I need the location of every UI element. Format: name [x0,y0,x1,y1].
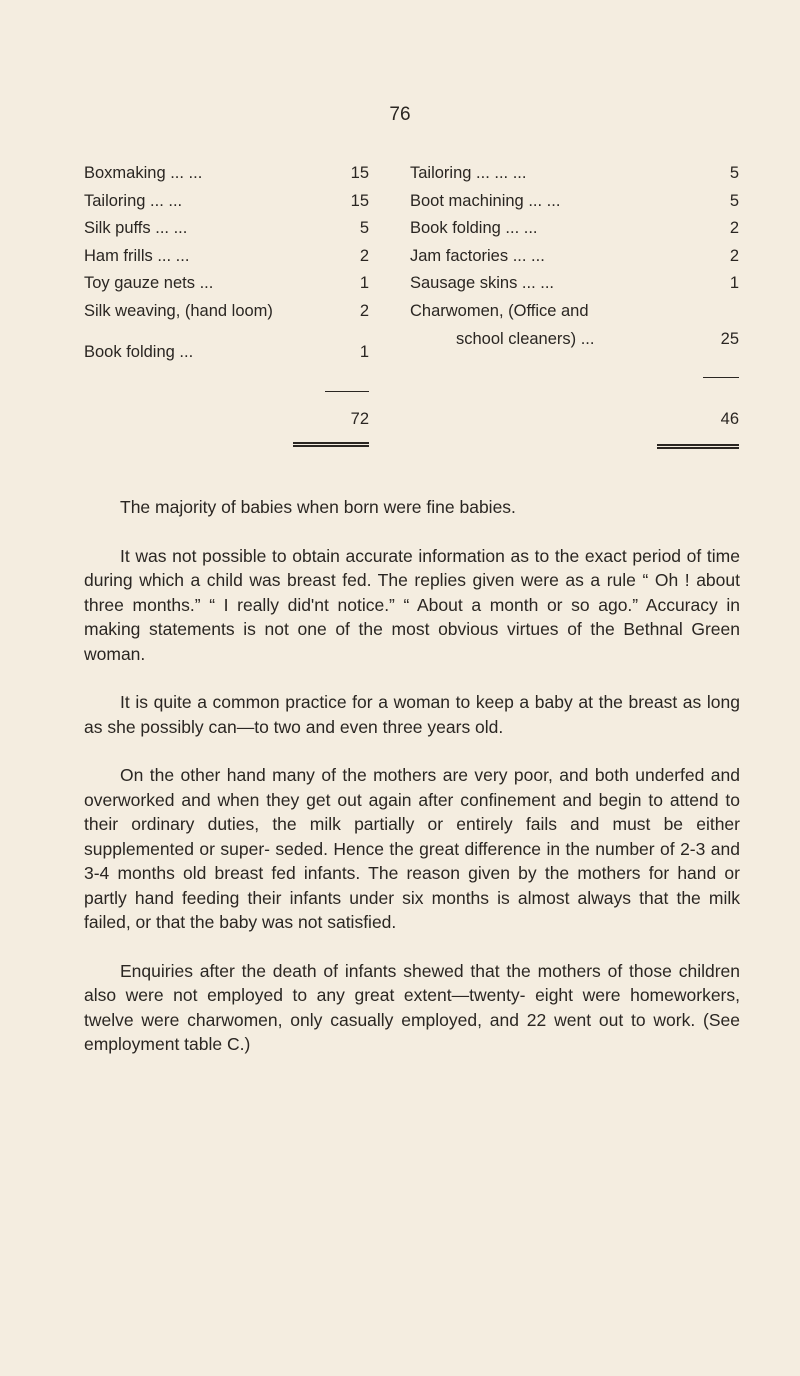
row-label: Silk puffs ... ... [84,219,188,237]
table-row [84,339,369,367]
table-row [84,160,369,188]
row-label: Tailoring ... ... [84,191,183,210]
paragraph: It was not possible to obtain accurate information as to the exact period of time during which a child was breast fed. The replies given were as a rule “ Oh ! about three months.” “ I really did'nt notice.” “ About a month or so ago.” Accuracy in making statements is not one of the most obvious virtues of the Bethnal Green woman. [84,545,740,664]
row-label: Charwomen, (Office and [410,301,589,320]
paragraph: The majority of babies when born were fine babies. [120,497,516,517]
row-value: 25 [720,329,739,348]
row-value: 15 [350,164,369,182]
row-label: Ham frills ... ... [84,246,190,265]
left-column [84,160,369,428]
right-total: 46 [720,410,739,428]
double-rule [293,442,369,447]
body-text [84,495,740,1057]
table-row [410,270,739,298]
sum-rule [703,377,739,378]
table-row [84,215,369,243]
double-rule [657,444,739,449]
table-row [84,270,369,298]
row-label-continued: school cleaners) ... [456,329,595,348]
row-label: Boxmaking ... ... [84,164,203,182]
paragraph: It is quite a common practice for a woman to keep a baby at the breast as long as she possibly can—to two and even three years old. [84,692,740,737]
paragraph: Enquiries after the death of infants shewed that the mothers of those children also were not employed to any great extent—twenty- eight were homeworkers, twelve were charwomen, only casually employed, and 22 went out to work. (See employment table C.) [84,960,740,1054]
row-value: 2 [359,246,369,265]
sum-rule [325,391,369,392]
row-value: 1 [359,343,369,361]
row-label: Silk weaving, (hand loom) [84,301,273,320]
page-number: 76 [389,104,411,125]
row-value: 1 [729,274,739,292]
table-row [84,188,369,216]
row-label: Toy gauze nets ... [84,274,214,292]
row-label: Jam factories ... ... [410,246,545,265]
right-column [410,160,739,428]
table-row [84,298,369,326]
table-row [84,243,369,271]
row-label: Sausage skins ... ... [410,274,554,292]
row-label: Tailoring ... ... ... [410,164,527,182]
row-label: Boot machining ... ... [410,191,561,210]
row-value: 15 [350,191,369,210]
row-value: 5 [729,164,739,182]
row-value: 5 [729,191,739,210]
table-row [410,243,739,271]
paragraph: On the other hand many of the mothers are very poor, and both underfed and overworked and when they get out again after confinement and begin to attend to their ordinary duties, the milk partially or entirely fails and must be either supplemented or super- seded. Hence the great difference in the number of 2-3 and 3-4 months old breast fed infants. The reason given by the mothers for hand or partly hand feeding their infants under six months is almost always that the milk failed, or that the baby was not satisfied. [84,765,740,932]
left-total: 72 [350,410,369,428]
row-value: 1 [359,274,369,292]
table-row [410,160,739,188]
row-label: Book folding ... [84,343,194,361]
table-row [410,298,739,354]
row-value: 2 [729,246,739,265]
row-value: 2 [729,219,739,237]
table-row [410,188,739,216]
row-value: 2 [359,301,369,320]
row-value: 5 [359,219,369,237]
row-label: Book folding ... ... [410,219,538,237]
table-row [410,215,739,243]
